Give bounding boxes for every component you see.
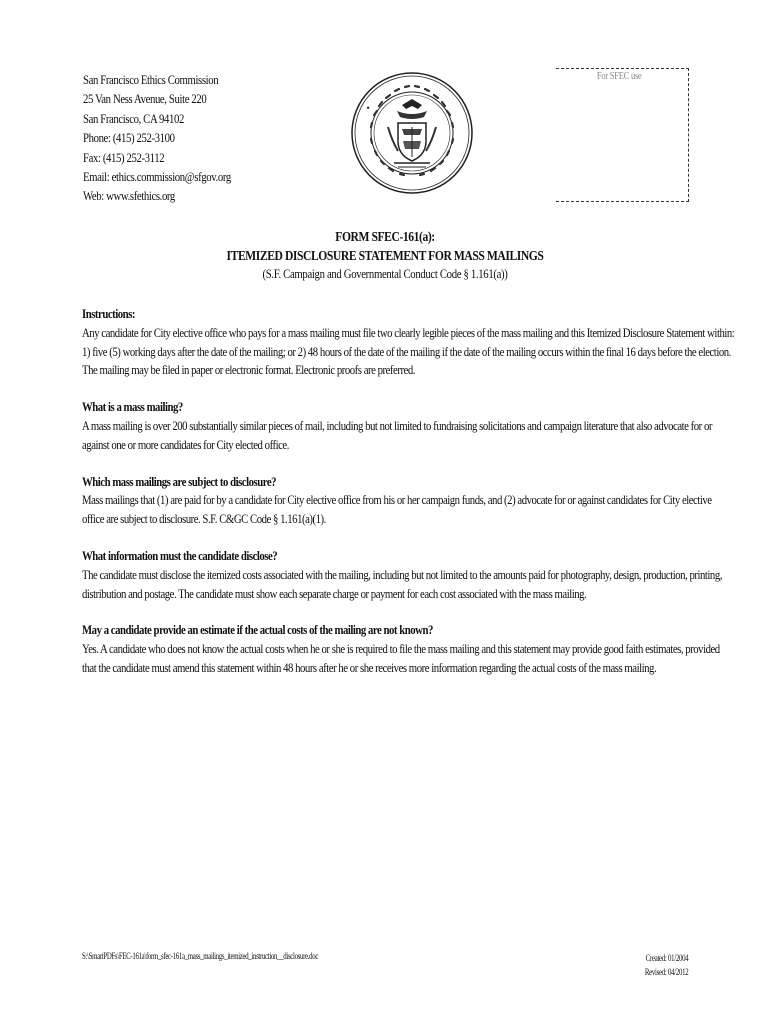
- section-line: Mass mailings that (1) are paid for by a candidate for City elective office from his or her campaign funds, and (2) advocate for or against candidates for City elective: [82, 493, 712, 508]
- section-line: that the candidate must amend this statement within 48 hours after he or she receives more information regarding the actual costs of the mass mailing.: [82, 660, 657, 675]
- section-heading: What information must the candidate disclose?: [82, 548, 278, 563]
- section-subject-to-disclosure: [82, 473, 712, 529]
- section-heading: Which mass mailings are subject to disclosure?: [82, 474, 277, 489]
- section-line: Any candidate for City elective office who pays for a mass mailing must file two clearly legible pieces of the mass mailing and this Itemized Disclosure Statement within:: [82, 325, 735, 340]
- form-title: ITEMIZED DISCLOSURE STATEMENT FOR MASS MAILINGS: [226, 248, 544, 263]
- form-title-block: [0, 227, 770, 284]
- svg-text:•: •: [363, 103, 374, 112]
- footer-created: Created: 01/2004: [645, 954, 688, 964]
- section-line: 1) five (5) working days after the date of the mailing; or 2) 48 hours of the date of the mailing if the date of the mailing occurs within the final 16 days before the election.: [82, 344, 731, 359]
- city-county-seal-icon: [350, 71, 474, 195]
- address-line-phone: Phone: (415) 252-3100: [83, 131, 175, 146]
- address-line-web: Web: www.sfethics.org: [83, 189, 175, 204]
- commission-address: [83, 71, 231, 207]
- address-line-fax: Fax: (415) 252-3112: [83, 150, 165, 165]
- section-heading: Instructions:: [82, 307, 135, 321]
- section-line: The mailing may be filed in paper or electronic format. Electronic proofs are preferred.: [82, 363, 415, 378]
- section-line: The candidate must disclose the itemized costs associated with the mailing, including but not limited to the amounts paid for photography, design, production, printing,: [82, 567, 722, 582]
- section-instructions: [82, 305, 735, 380]
- address-line-org: San Francisco Ethics Commission: [83, 73, 219, 87]
- section-estimate-costs: [82, 621, 720, 677]
- footer-file-path: S:\SmartPDFs\FEC-161a\form_sfec-161a_mass_mailings_itemized_instruction__disclosure.doc: [82, 952, 319, 962]
- section-information-to-disclose: [82, 547, 722, 603]
- footer-revised: Revised: 04/2012: [644, 968, 688, 978]
- office-use-label: For SFEC use: [597, 71, 642, 82]
- form-number: FORM SFEC-161(a):: [335, 229, 435, 244]
- footer-dates: [645, 952, 688, 980]
- instructions-body: [82, 305, 735, 696]
- section-line: distribution and postage. The candidate must show each separate charge or payment for each cost associated with the mass mailing.: [82, 586, 587, 601]
- office-use-box: [556, 68, 689, 202]
- address-line-email: Email: ethics.commission@sfgov.org: [83, 170, 231, 185]
- section-line: office are subject to disclosure. S.F. C&GC Code § 1.161(a)(1).: [82, 512, 326, 527]
- section-line: against one or more candidates for City elected office.: [82, 437, 289, 452]
- section-line: A mass mailing is over 200 substantially similar pieces of mail, including but not limited to fundraising solicitations and campaign literature that also advocate for or: [82, 418, 713, 433]
- address-line-city: San Francisco, CA 94102: [83, 111, 184, 126]
- section-heading: May a candidate provide an estimate if the actual costs of the mailing are not known?: [82, 623, 433, 638]
- section-what-is-mass-mailing: [82, 398, 713, 454]
- code-citation: (S.F. Campaign and Governmental Conduct Code § 1.161(a)): [262, 267, 508, 281]
- section-heading: What is a mass mailing?: [82, 400, 183, 415]
- address-line-street: 25 Van Ness Avenue, Suite 220: [83, 92, 207, 107]
- section-line: Yes. A candidate who does not know the actual costs when he or she is required to file the mass mailing and this statement may provide good faith estimates, provided: [82, 642, 720, 657]
